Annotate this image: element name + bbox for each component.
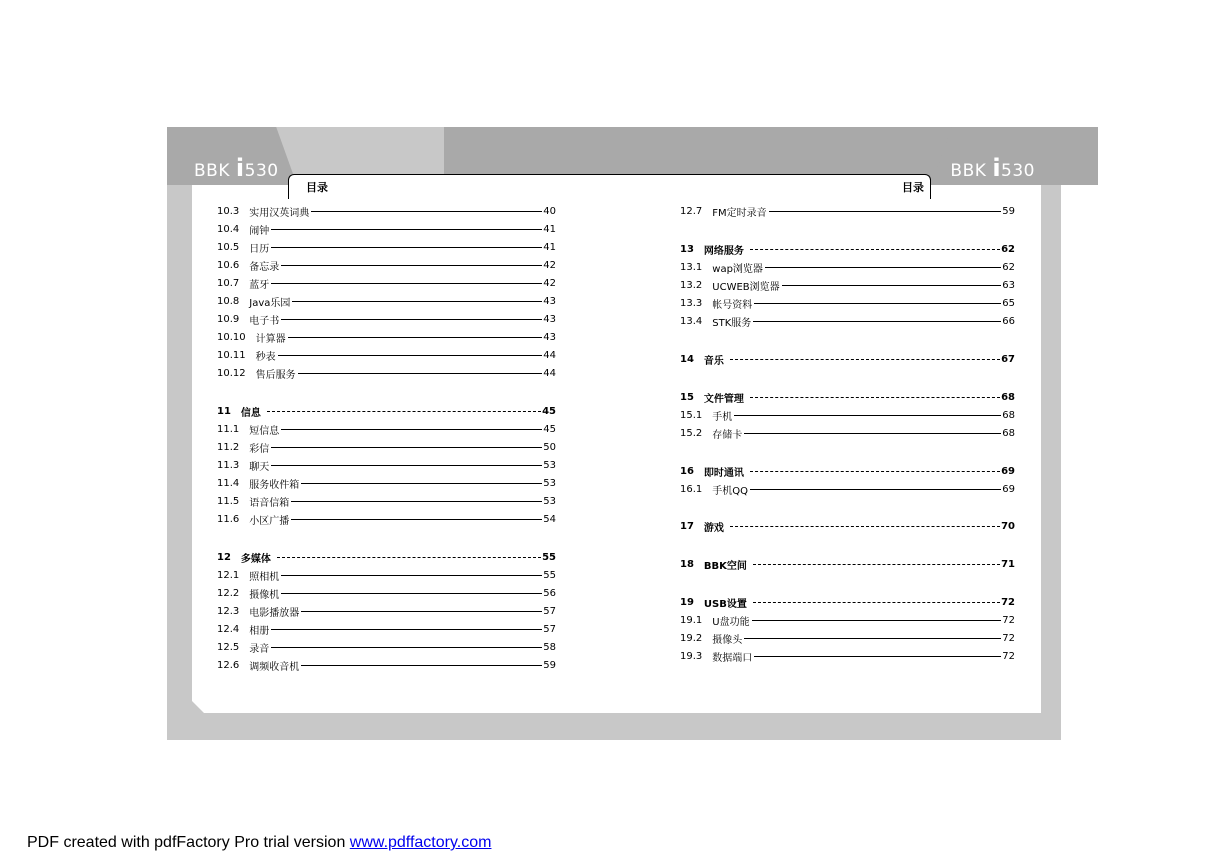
toc-entry-page: 56 [543,587,556,599]
toc-entry-page: 42 [543,259,556,271]
toc-entry[interactable] [217,586,556,600]
toc-entry-title: 售后服务 [255,369,296,381]
brand-i: i [235,154,245,182]
toc-entry[interactable] [217,204,556,218]
toc-entry-number: 18 [680,558,694,570]
toc-entry-title: 照相机 [249,571,280,583]
toc-entry-page: 65 [1002,297,1015,309]
toc-entry[interactable] [217,458,556,472]
toc-entry-title: 数据端口 [712,652,753,664]
toc-entry[interactable] [217,494,556,508]
toc-entry-page: 55 [543,569,556,581]
toc-entry-title: Java乐园 [249,297,291,309]
toc-entry-page: 72 [1002,614,1015,626]
toc-leader-line [750,489,1001,490]
toc-entry-title: 文件管理 [703,393,744,405]
toc-entry-number: 19.2 [680,632,703,644]
toc-leader-line [292,301,542,302]
toc-entry-title: 聊天 [249,461,270,473]
toc-entry-title: 调频收音机 [249,661,300,673]
toc-entry-page: 63 [1002,279,1015,291]
toc-entry-number: 10.3 [217,205,240,217]
brand-model: 530 [1001,161,1035,181]
toc-entry-page: 55 [542,551,556,563]
toc-leader-line [271,229,542,230]
toc-entry[interactable] [217,366,556,380]
toc-entry[interactable] [680,278,1015,292]
section-label-right: 目录 [902,181,924,194]
toc-leader-line [301,483,542,484]
toc-entry[interactable] [217,348,556,362]
toc-entry-title: 服务收件箱 [249,479,300,491]
toc-entry-page: 68 [1002,427,1015,439]
toc-entry[interactable] [217,276,556,290]
toc-entry-number: 10.5 [217,241,240,253]
toc-entry-page: 62 [1001,243,1015,255]
toc-entry-title: 相册 [249,625,270,637]
toc-leader-line [281,265,542,266]
toc-entry[interactable] [217,330,556,344]
toc-entry-number: 13.3 [680,297,703,309]
toc-entry-title: FM定时录音 [712,207,767,219]
toc-entry-number: 12.3 [217,605,240,617]
toc-entry-number: 12 [217,551,231,563]
toc-entry-page: 68 [1001,391,1015,403]
toc-entry-number: 12.5 [217,641,240,653]
toc-entry-page: 44 [543,349,556,361]
toc-entry[interactable] [680,242,1015,256]
section-label-left: 目录 [306,181,328,194]
brand-i: i [992,154,1002,182]
toc-leader-line [769,211,1002,212]
toc-entry-title: 语音信箱 [249,497,290,509]
toc-entry-title: 手机 [712,411,733,423]
book-frame [167,127,1061,740]
toc-leader-line [744,638,1001,639]
toc-entry-title: 帐号资料 [712,299,753,311]
toc-entry-number: 10.9 [217,313,240,325]
toc-entry[interactable] [217,640,556,654]
toc-leader-line [753,564,1000,565]
toc-leader-line [750,249,1000,250]
toc-entry-title: 日历 [249,243,270,255]
toc-entry-number: 11.6 [217,513,240,525]
toc-entry-number: 10.11 [217,349,246,361]
toc-entry[interactable] [680,631,1015,645]
toc-leader-line [278,355,543,356]
toc-entry[interactable] [217,604,556,618]
toc-leader-line [754,303,1001,304]
toc-leader-line [271,447,542,448]
toc-entry-number: 15.1 [680,409,703,421]
toc-leader-line [744,433,1001,434]
toc-leader-line [291,519,542,520]
toc-entry-page: 43 [543,331,556,343]
toc-entry-page: 66 [1002,315,1015,327]
toc-entry-title: 彩信 [249,443,270,455]
toc-entry-number: 14 [680,353,694,365]
toc-entry-title: 音乐 [703,355,724,367]
toc-entry[interactable] [680,204,1015,218]
toc-leader-line [271,465,542,466]
toc-entry-number: 16 [680,465,694,477]
toc-entry-number: 13 [680,243,694,255]
toc-leader-line [730,359,1000,360]
toc-entry-title: 手机QQ [712,485,749,497]
toc-entry-page: 59 [543,659,556,671]
toc-entry-title: 摄像头 [712,634,743,646]
toc-leader-line [271,629,542,630]
toc-entry-number: 10.10 [217,331,246,343]
toc-entry[interactable] [217,240,556,254]
toc-leader-line [281,429,542,430]
toc-entry-page: 71 [1001,558,1015,570]
toc-entry-page: 53 [543,477,556,489]
toc-entry-page: 57 [543,623,556,635]
toc-entry[interactable] [680,649,1015,663]
toc-entry[interactable] [217,568,556,582]
toc-entry-page: 44 [543,367,556,379]
pdf-watermark [27,834,491,852]
toc-entry-number: 10.6 [217,259,240,271]
toc-entry-title: U盘功能 [712,616,750,628]
toc-entry-number: 10.8 [217,295,240,307]
toc-entry-page: 72 [1002,632,1015,644]
toc-entry-page: 45 [543,423,556,435]
toc-leader-line [271,283,542,284]
toc-entry-page: 59 [1002,205,1015,217]
toc-leader-line [301,665,542,666]
toc-entry[interactable] [217,222,556,236]
toc-entry-page: 41 [543,241,556,253]
toc-entry-title: 计算器 [255,333,286,345]
toc-entry-number: 12.6 [217,659,240,671]
toc-entry-title: wap浏览器 [712,263,763,275]
toc-leader-line [281,593,542,594]
toc-entry-number: 19 [680,596,694,608]
toc-leader-line [753,321,1001,322]
toc-leader-line [281,575,542,576]
toc-entry-number: 12.7 [680,205,703,217]
toc-entry-number: 11 [217,405,231,417]
toc-entry-page: 72 [1002,650,1015,662]
toc-entry-page: 53 [543,459,556,471]
toc-entry-page: 43 [543,313,556,325]
toc-entry-number: 11.5 [217,495,240,507]
toc-leader-line [291,501,542,502]
toc-leader-line [734,415,1001,416]
toc-entry-title: 蓝牙 [249,279,270,291]
toc-leader-line [782,285,1002,286]
toc-entry-title: USB设置 [703,598,747,610]
watermark-text: PDF created with pdfFactory Pro trial version [27,834,350,851]
toc-entry-title: 电子书 [249,315,280,327]
toc-entry-number: 16.1 [680,483,703,495]
toc-entry-title: STK服务 [712,317,752,329]
toc-entry[interactable] [217,622,556,636]
toc-entry-title: 秒表 [255,351,276,363]
toc-entry-title: BBK空间 [703,560,747,572]
toc-entry-number: 10.12 [217,367,246,379]
toc-entry-number: 13.4 [680,315,703,327]
section-header-box-right [573,174,931,199]
toc-entry-number: 15 [680,391,694,403]
toc-entry[interactable] [680,260,1015,274]
toc-leader-line [271,247,542,248]
toc-entry-title: 闹钟 [249,225,270,237]
brand-model: 530 [244,161,279,181]
toc-leader-line [765,267,1001,268]
brand-prefix: BBK [950,161,987,181]
toc-entry-page: 43 [543,295,556,307]
toc-entry[interactable] [217,550,556,564]
toc-leader-line [277,557,541,558]
toc-entry-number: 13.1 [680,261,703,273]
toc-entry[interactable] [217,258,556,272]
toc-leader-line [750,397,1000,398]
toc-entry[interactable] [680,390,1015,404]
toc-entry-number: 13.2 [680,279,703,291]
toc-entry-page: 72 [1001,596,1015,608]
toc-entry-page: 53 [543,495,556,507]
brand-logo-right [950,154,1035,182]
toc-entry-title: 实用汉英词典 [249,207,310,219]
toc-entry-number: 11.1 [217,423,240,435]
toc-leader-line [754,656,1001,657]
toc-entry-number: 12.2 [217,587,240,599]
toc-leader-line [267,411,541,412]
toc-entry-title: 多媒体 [240,553,271,565]
toc-entry[interactable] [217,294,556,308]
toc-entry-number: 11.4 [217,477,240,489]
toc-entry[interactable] [680,314,1015,328]
toc-entry-number: 15.2 [680,427,703,439]
toc-leader-line [753,602,1000,603]
toc-entry[interactable] [680,519,1015,533]
toc-entry-title: 信息 [240,407,261,419]
toc-entry-title: 存储卡 [712,429,743,441]
toc-entry[interactable] [217,476,556,490]
toc-entry-number: 11.2 [217,441,240,453]
toc-entry-page: 50 [543,441,556,453]
toc-leader-line [271,647,542,648]
toc-entry-page: 70 [1001,520,1015,532]
toc-entry[interactable] [680,408,1015,422]
toc-entry-title: 录音 [249,643,270,655]
toc-entry-page: 62 [1002,261,1015,273]
toc-entry-page: 58 [543,641,556,653]
toc-entry[interactable] [217,512,556,526]
toc-entry-title: 备忘录 [249,261,280,273]
toc-entry-title: UCWEB浏览器 [712,281,780,293]
toc-entry[interactable] [680,426,1015,440]
toc-entry-number: 11.3 [217,459,240,471]
toc-entry[interactable] [680,464,1015,478]
toc-entry-number: 19.3 [680,650,703,662]
toc-entry-number: 19.1 [680,614,703,626]
toc-leader-line [288,337,543,338]
toc-entry-title: 小区广播 [249,515,290,527]
toc-leader-line [301,611,542,612]
toc-entry-number: 10.4 [217,223,240,235]
toc-entry[interactable] [680,352,1015,366]
toc-entry[interactable] [217,658,556,672]
toc-entry-page: 69 [1001,465,1015,477]
toc-leader-line [750,471,1000,472]
toc-entry-number: 17 [680,520,694,532]
brand-prefix: BBK [194,161,230,181]
toc-leader-line [752,620,1002,621]
toc-entry-page: 40 [543,205,556,217]
toc-entry-title: 游戏 [703,522,724,534]
pdffactory-link[interactable]: www.pdffactory.com [349,834,492,851]
toc-entry-page: 69 [1002,483,1015,495]
toc-entry-title: 短信息 [249,425,280,437]
toc-entry[interactable] [680,613,1015,627]
toc-entry[interactable] [680,482,1015,496]
brand-logo-left [194,154,279,182]
toc-entry[interactable] [680,296,1015,310]
toc-entry[interactable] [217,422,556,436]
toc-entry-number: 12.4 [217,623,240,635]
toc-entry-title: 电影播放器 [249,607,300,619]
toc-leader-line [730,526,1000,527]
toc-entry-page: 68 [1002,409,1015,421]
toc-entry-number: 12.1 [217,569,240,581]
toc-entry-title: 即时通讯 [703,467,744,479]
toc-entry[interactable] [217,440,556,454]
toc-entry-page: 45 [542,405,556,417]
toc-entry-page: 67 [1001,353,1015,365]
toc-entry-page: 54 [543,513,556,525]
toc-entry-number: 10.7 [217,277,240,289]
toc-entry[interactable] [680,557,1015,571]
toc-leader-line [281,319,542,320]
toc-entry-title: 摄像机 [249,589,280,601]
toc-entry[interactable] [217,312,556,326]
toc-leader-line [298,373,543,374]
toc-entry-title: 网络服务 [703,245,744,257]
toc-entry-page: 57 [543,605,556,617]
toc-entry-page: 41 [543,223,556,235]
toc-leader-line [311,211,542,212]
toc-entry-page: 42 [543,277,556,289]
toc-entry[interactable] [680,595,1015,609]
toc-entry[interactable] [217,404,556,418]
